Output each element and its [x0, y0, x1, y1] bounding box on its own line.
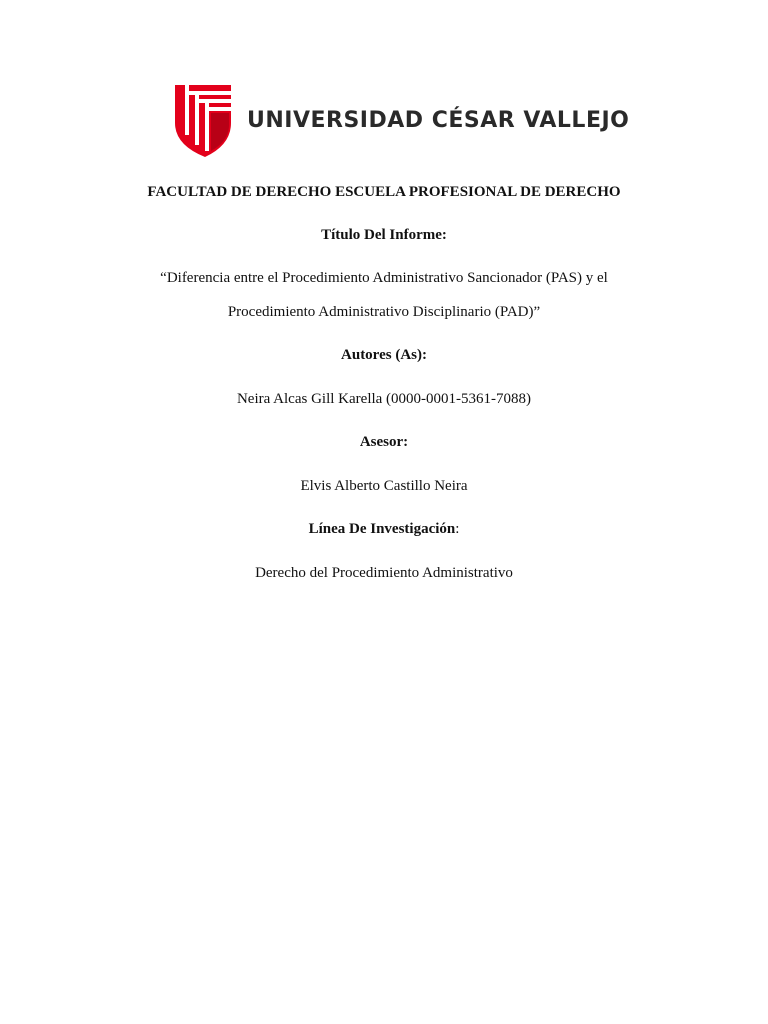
research-line-value: Derecho del Procedimiento Administrativo	[255, 565, 513, 581]
advisor-label: Asesor:	[359, 434, 409, 450]
research-label: Línea De Investigación	[308, 521, 456, 537]
authors-label: Autores (As):	[341, 347, 427, 363]
title-line-1: “Diferencia entre el Procedimiento Administrativo Sancionador (PAS) y el	[160, 270, 608, 286]
ucv-shield-icon	[173, 83, 233, 159]
advisor-value: Elvis Alberto Castillo Neira	[300, 478, 468, 494]
university-name: UNIVERSIDAD CÉSAR VALLEJO	[247, 108, 630, 133]
title-line-2: Procedimiento Administrativo Disciplinario (PAD)”	[227, 304, 541, 320]
research-line-heading	[0, 520, 768, 538]
title-label: Título Del Informe:	[321, 227, 447, 243]
authors-value: Neira Alcas Gill Karella (0000-0001-5361-7088)	[236, 391, 532, 407]
university-logo	[173, 83, 629, 159]
research-colon: :	[455, 521, 460, 537]
faculty-heading: FACULTAD DE DERECHO ESCUELA PROFESIONAL DE DERECHO	[147, 184, 621, 200]
